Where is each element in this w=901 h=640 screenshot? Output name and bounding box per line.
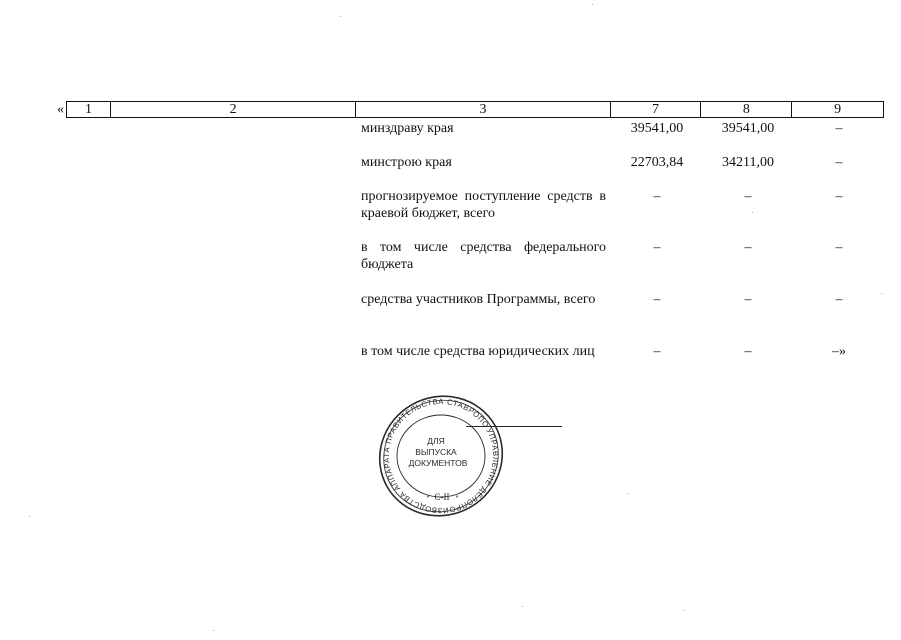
header-col-9: 9 [834,102,842,117]
cell-col-7: – [653,344,661,359]
cell-col-9: – [835,155,843,170]
scan-speck [592,4,593,5]
header-col-2: 2 [111,102,356,117]
scan-speck [29,516,30,517]
scan-speck [213,630,214,631]
row-label: минстрою края [361,155,452,170]
row-label: средства участников Программы, всего [361,292,596,307]
stamp-center-line-2: ВЫПУСКА [415,447,457,457]
cell-col-9: – [835,292,843,307]
cell-col-9: – [835,240,843,255]
cell-col-7: 39541,00 [630,121,684,136]
stamp-code: С-II [434,492,450,502]
row-label: в том числе средства федерального бюджета [361,240,606,272]
scan-speck [752,212,753,213]
cell-col-8: – [744,344,752,359]
scan-speck [628,493,629,494]
cell-col-7: 22703,84 [630,155,684,170]
stamp-ring-text: УПРАВЛЕНИЕ ДЕЛОПРОИЗВОДСТВА АППАРАТА ПРАВИТЕЛЬСТВА СТАВРОПОЛЬСКОГО [381,396,501,516]
open-quote: « [57,102,64,117]
cell-col-9: –» [832,344,846,359]
cell-col-8: 39541,00 [721,121,775,136]
stamp-center-line-1: ДЛЯ [427,436,445,446]
stamp-center-line-3: ДОКУМЕНТОВ [408,458,468,468]
cell-col-8: – [744,240,752,255]
scan-speck [684,610,685,611]
header-col-3: 3 [356,102,610,117]
row-label: в том числе средства юридических лиц [361,344,595,359]
stamp-star-left-icon: * [426,495,430,502]
stamp-star-right-icon: * [455,495,459,502]
scan-speck [522,606,523,607]
table-header-row [66,101,884,118]
header-col-1: 1 [67,102,111,117]
cell-col-7: – [653,189,661,204]
cell-col-8: – [744,189,752,204]
cell-col-9: – [835,121,843,136]
cell-col-7: – [653,292,661,307]
scan-speck [881,293,882,294]
header-col-7: 7 [611,102,702,117]
header-col-8: 8 [701,102,792,117]
cell-col-8: 34211,00 [722,155,774,170]
cell-col-7: – [653,240,661,255]
cell-col-8: – [744,292,752,307]
cell-col-9: – [835,189,843,204]
scan-speck [340,16,341,17]
official-stamp [376,394,506,518]
row-label: прогнозируемое поступление средств в краевой бюджет, всего [361,189,606,221]
row-label: минздраву края [361,121,454,136]
